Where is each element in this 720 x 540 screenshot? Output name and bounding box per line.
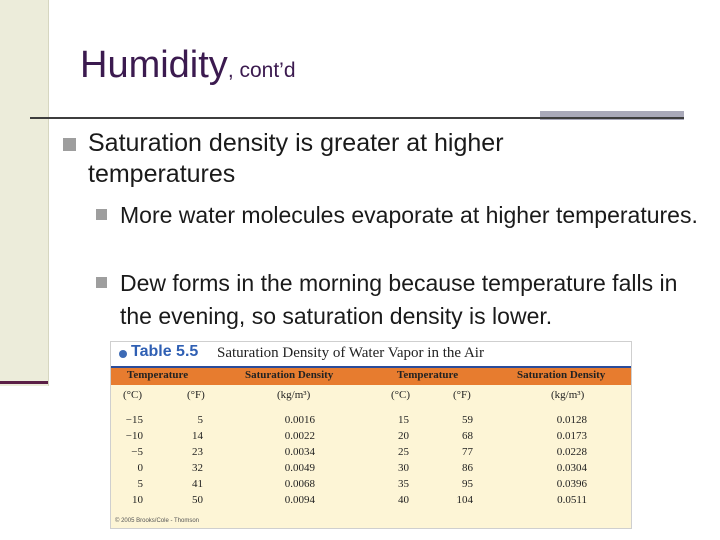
table-cell: 40 (398, 494, 409, 506)
unit-label: (kg/m³) (277, 389, 311, 401)
left-decor-bar (0, 0, 49, 386)
table-credit: © 2005 Brooks/Cole - Thomson (115, 518, 200, 524)
unit-label: (°F) (187, 389, 205, 401)
bullet-square-icon (63, 138, 76, 151)
table-cell: 0 (137, 462, 143, 474)
table-cell: −10 (125, 430, 143, 442)
table-cell: 0.0034 (284, 446, 315, 458)
table-cell: 41 (192, 478, 203, 490)
table-cell: 0.0022 (284, 430, 315, 442)
sub-bullet-text: More water molecules evaporate at higher temperatures. (120, 202, 698, 228)
table-cell: 20 (398, 430, 409, 442)
col-header: Temperature (127, 369, 189, 381)
table-cell: 86 (462, 462, 473, 474)
table-cell: 68 (462, 430, 473, 442)
table-cell: 77 (462, 446, 473, 458)
table-cell: 104 (456, 494, 473, 506)
table-cell: 0.0068 (284, 478, 315, 490)
table-cell: 25 (398, 446, 409, 458)
table-cell: 0.0094 (284, 494, 315, 506)
unit-label: (°C) (391, 389, 411, 401)
table-label: Table 5.5 (131, 343, 199, 360)
slide-title-main: Humidity (80, 44, 228, 86)
col-header: Saturation Density (517, 369, 606, 381)
sub-bullet-square-icon (96, 209, 107, 220)
table-cell: 95 (462, 478, 473, 490)
bullet-text: Saturation density is greater at higher temperatures (88, 129, 504, 188)
table-cell: 0.0016 (284, 414, 315, 426)
table-title: Saturation Density of Water Vapor in the Air (217, 345, 484, 361)
sub-bullet-text: Dew forms in the morning because temperature falls in the evening, so saturation density is lower. (120, 270, 678, 329)
table-cell: 14 (192, 430, 203, 442)
table-cell: 0.0173 (556, 430, 587, 442)
table-cell: 0.0228 (556, 446, 587, 458)
slide-title-sub: , cont’d (227, 59, 296, 82)
col-header: Temperature (397, 369, 459, 381)
unit-label: (°C) (123, 389, 143, 401)
table-cell: 5 (137, 478, 143, 490)
table-bullet-icon (119, 350, 127, 358)
sub-bullet-square-icon (96, 277, 107, 288)
table-cell: 0.0128 (556, 414, 587, 426)
table-header (111, 342, 631, 368)
table-cell: 0.0396 (556, 478, 587, 490)
table-cell: 10 (132, 494, 143, 506)
table-cell: 32 (192, 462, 203, 474)
table-cell: 23 (192, 446, 203, 458)
table-cell: 30 (398, 462, 409, 474)
table-cell: 15 (398, 414, 409, 426)
table-cell: 0.0304 (556, 462, 587, 474)
saturation-density-table (110, 341, 632, 529)
table-cell: 50 (192, 494, 203, 506)
table-cell: 0.0049 (284, 462, 315, 474)
left-decor-line (0, 381, 48, 384)
table-cell: 59 (462, 414, 473, 426)
table-cell: −15 (125, 414, 143, 426)
unit-label: (kg/m³) (551, 389, 585, 401)
table-cell: 5 (197, 414, 203, 426)
table-body (111, 368, 631, 528)
col-header: Saturation Density (245, 369, 334, 381)
unit-label: (°F) (453, 389, 471, 401)
slide-title (80, 44, 296, 87)
table-cell: −5 (131, 446, 143, 458)
table-cell: 35 (398, 478, 409, 490)
title-divider (30, 117, 684, 119)
table-cell: 0.0511 (557, 494, 587, 506)
